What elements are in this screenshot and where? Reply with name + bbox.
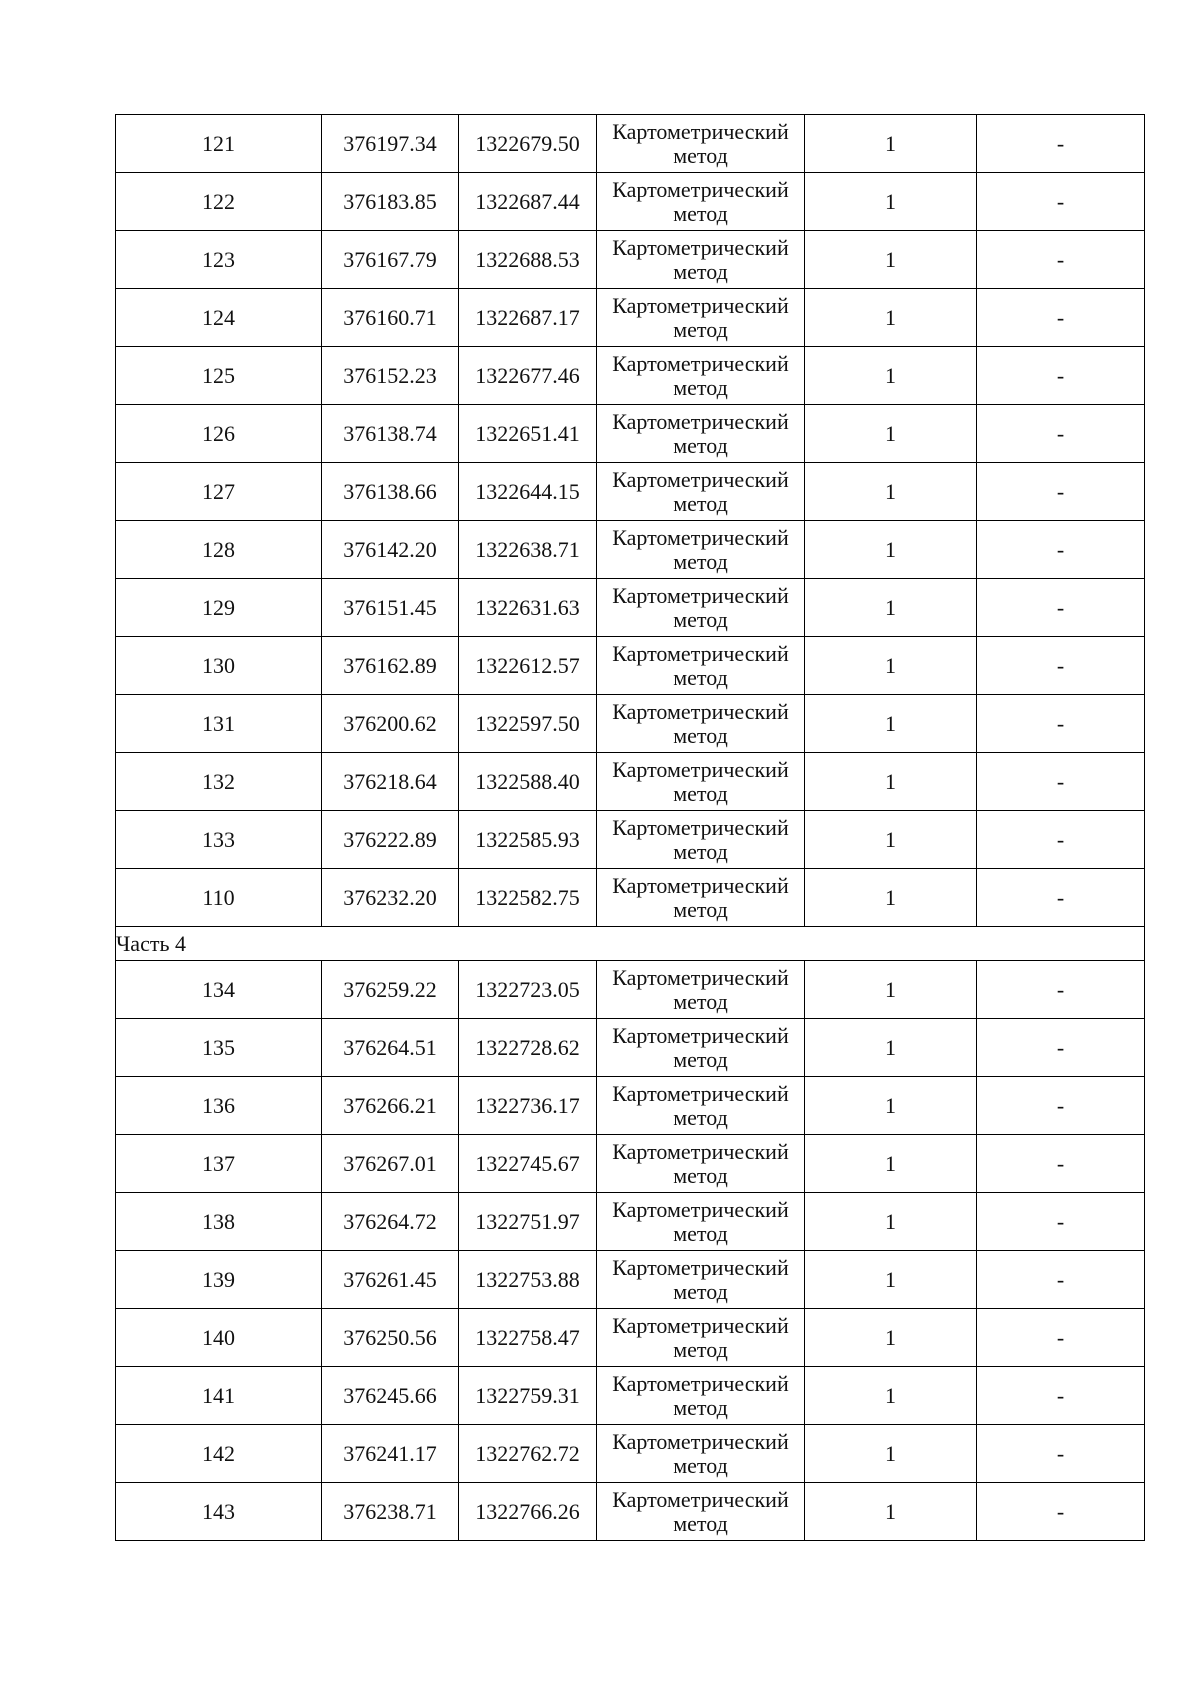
note-cell: - (977, 579, 1145, 637)
accuracy-cell: 1 (805, 1019, 977, 1077)
table-row (116, 1077, 1145, 1135)
table-row (116, 695, 1145, 753)
note-cell: - (977, 1019, 1145, 1077)
x-coordinate-cell: 376259.22 (322, 961, 459, 1019)
x-coordinate-cell: 376138.74 (322, 405, 459, 463)
y-coordinate-cell: 1322651.41 (459, 405, 597, 463)
point-number-cell: 139 (116, 1251, 322, 1309)
note-cell: - (977, 695, 1145, 753)
point-number-cell: 125 (116, 347, 322, 405)
note-cell: - (977, 115, 1145, 173)
table-row (116, 1425, 1145, 1483)
note-cell: - (977, 1077, 1145, 1135)
y-coordinate-cell: 1322728.62 (459, 1019, 597, 1077)
y-coordinate-cell: 1322745.67 (459, 1135, 597, 1193)
x-coordinate-cell: 376266.21 (322, 1077, 459, 1135)
x-coordinate-cell: 376160.71 (322, 289, 459, 347)
table-row (116, 1251, 1145, 1309)
note-cell: - (977, 1193, 1145, 1251)
point-number-cell: 131 (116, 695, 322, 753)
x-coordinate-cell: 376167.79 (322, 231, 459, 289)
table-row (116, 637, 1145, 695)
table-row (116, 173, 1145, 231)
accuracy-cell: 1 (805, 637, 977, 695)
y-coordinate-cell: 1322687.44 (459, 173, 597, 231)
point-number-cell: 137 (116, 1135, 322, 1193)
accuracy-cell: 1 (805, 1367, 977, 1425)
accuracy-cell: 1 (805, 521, 977, 579)
y-coordinate-cell: 1322677.46 (459, 347, 597, 405)
accuracy-cell: 1 (805, 811, 977, 869)
note-cell: - (977, 811, 1145, 869)
y-coordinate-cell: 1322582.75 (459, 869, 597, 927)
note-cell: - (977, 463, 1145, 521)
method-cell: Картометрический метод (597, 1367, 805, 1425)
table-row (116, 1309, 1145, 1367)
method-cell: Картометрический метод (597, 521, 805, 579)
table-row (116, 115, 1145, 173)
method-cell: Картометрический метод (597, 695, 805, 753)
method-cell: Картометрический метод (597, 579, 805, 637)
accuracy-cell: 1 (805, 1309, 977, 1367)
method-cell: Картометрический метод (597, 1077, 805, 1135)
accuracy-cell: 1 (805, 695, 977, 753)
table-row (116, 521, 1145, 579)
y-coordinate-cell: 1322638.71 (459, 521, 597, 579)
table-row (116, 347, 1145, 405)
method-cell: Картометрический метод (597, 811, 805, 869)
table-row (116, 1367, 1145, 1425)
x-coordinate-cell: 376152.23 (322, 347, 459, 405)
point-number-cell: 128 (116, 521, 322, 579)
note-cell: - (977, 961, 1145, 1019)
y-coordinate-cell: 1322688.53 (459, 231, 597, 289)
x-coordinate-cell: 376264.51 (322, 1019, 459, 1077)
note-cell: - (977, 1309, 1145, 1367)
section-title: Часть 4 (116, 927, 1145, 961)
note-cell: - (977, 869, 1145, 927)
point-number-cell: 143 (116, 1483, 322, 1541)
table-row (116, 405, 1145, 463)
table-row (116, 1193, 1145, 1251)
method-cell: Картометрический метод (597, 115, 805, 173)
x-coordinate-cell: 376200.62 (322, 695, 459, 753)
point-number-cell: 127 (116, 463, 322, 521)
note-cell: - (977, 521, 1145, 579)
note-cell: - (977, 753, 1145, 811)
x-coordinate-cell: 376232.20 (322, 869, 459, 927)
point-number-cell: 124 (116, 289, 322, 347)
point-number-cell: 135 (116, 1019, 322, 1077)
accuracy-cell: 1 (805, 1135, 977, 1193)
method-cell: Картометрический метод (597, 231, 805, 289)
method-cell: Картометрический метод (597, 463, 805, 521)
accuracy-cell: 1 (805, 115, 977, 173)
point-number-cell: 123 (116, 231, 322, 289)
method-cell: Картометрический метод (597, 869, 805, 927)
table-row (116, 869, 1145, 927)
table-row (116, 289, 1145, 347)
coordinates-table (115, 114, 1145, 1541)
method-cell: Картометрический метод (597, 1019, 805, 1077)
table-row (116, 231, 1145, 289)
note-cell: - (977, 405, 1145, 463)
accuracy-cell: 1 (805, 961, 977, 1019)
accuracy-cell: 1 (805, 753, 977, 811)
method-cell: Картометрический метод (597, 961, 805, 1019)
accuracy-cell: 1 (805, 347, 977, 405)
note-cell: - (977, 637, 1145, 695)
y-coordinate-cell: 1322597.50 (459, 695, 597, 753)
x-coordinate-cell: 376222.89 (322, 811, 459, 869)
y-coordinate-cell: 1322736.17 (459, 1077, 597, 1135)
table-row (116, 961, 1145, 1019)
note-cell: - (977, 173, 1145, 231)
accuracy-cell: 1 (805, 1425, 977, 1483)
x-coordinate-cell: 376245.66 (322, 1367, 459, 1425)
method-cell: Картометрический метод (597, 1309, 805, 1367)
y-coordinate-cell: 1322751.97 (459, 1193, 597, 1251)
note-cell: - (977, 347, 1145, 405)
point-number-cell: 133 (116, 811, 322, 869)
accuracy-cell: 1 (805, 1251, 977, 1309)
method-cell: Картометрический метод (597, 1193, 805, 1251)
y-coordinate-cell: 1322766.26 (459, 1483, 597, 1541)
x-coordinate-cell: 376197.34 (322, 115, 459, 173)
x-coordinate-cell: 376183.85 (322, 173, 459, 231)
method-cell: Картометрический метод (597, 1483, 805, 1541)
note-cell: - (977, 289, 1145, 347)
point-number-cell: 126 (116, 405, 322, 463)
accuracy-cell: 1 (805, 231, 977, 289)
method-cell: Картометрический метод (597, 289, 805, 347)
accuracy-cell: 1 (805, 869, 977, 927)
x-coordinate-cell: 376241.17 (322, 1425, 459, 1483)
method-cell: Картометрический метод (597, 173, 805, 231)
point-number-cell: 142 (116, 1425, 322, 1483)
point-number-cell: 138 (116, 1193, 322, 1251)
note-cell: - (977, 231, 1145, 289)
x-coordinate-cell: 376138.66 (322, 463, 459, 521)
y-coordinate-cell: 1322762.72 (459, 1425, 597, 1483)
x-coordinate-cell: 376142.20 (322, 521, 459, 579)
method-cell: Картометрический метод (597, 753, 805, 811)
accuracy-cell: 1 (805, 1077, 977, 1135)
method-cell: Картометрический метод (597, 347, 805, 405)
y-coordinate-cell: 1322612.57 (459, 637, 597, 695)
y-coordinate-cell: 1322679.50 (459, 115, 597, 173)
accuracy-cell: 1 (805, 463, 977, 521)
point-number-cell: 140 (116, 1309, 322, 1367)
table-row (116, 1483, 1145, 1541)
table-row (116, 1019, 1145, 1077)
x-coordinate-cell: 376151.45 (322, 579, 459, 637)
method-cell: Картометрический метод (597, 405, 805, 463)
coordinates-table-body (116, 115, 1145, 1541)
accuracy-cell: 1 (805, 289, 977, 347)
table-row (116, 579, 1145, 637)
y-coordinate-cell: 1322723.05 (459, 961, 597, 1019)
method-cell: Картометрический метод (597, 1251, 805, 1309)
point-number-cell: 141 (116, 1367, 322, 1425)
x-coordinate-cell: 376267.01 (322, 1135, 459, 1193)
point-number-cell: 122 (116, 173, 322, 231)
y-coordinate-cell: 1322759.31 (459, 1367, 597, 1425)
accuracy-cell: 1 (805, 579, 977, 637)
point-number-cell: 132 (116, 753, 322, 811)
x-coordinate-cell: 376218.64 (322, 753, 459, 811)
accuracy-cell: 1 (805, 173, 977, 231)
method-cell: Картометрический метод (597, 1135, 805, 1193)
point-number-cell: 136 (116, 1077, 322, 1135)
y-coordinate-cell: 1322644.15 (459, 463, 597, 521)
accuracy-cell: 1 (805, 405, 977, 463)
accuracy-cell: 1 (805, 1193, 977, 1251)
table-row (116, 753, 1145, 811)
y-coordinate-cell: 1322588.40 (459, 753, 597, 811)
section-header-row (116, 927, 1145, 961)
method-cell: Картометрический метод (597, 637, 805, 695)
table-row (116, 463, 1145, 521)
y-coordinate-cell: 1322631.63 (459, 579, 597, 637)
y-coordinate-cell: 1322753.88 (459, 1251, 597, 1309)
point-number-cell: 129 (116, 579, 322, 637)
x-coordinate-cell: 376264.72 (322, 1193, 459, 1251)
accuracy-cell: 1 (805, 1483, 977, 1541)
x-coordinate-cell: 376250.56 (322, 1309, 459, 1367)
table-row (116, 811, 1145, 869)
y-coordinate-cell: 1322585.93 (459, 811, 597, 869)
x-coordinate-cell: 376261.45 (322, 1251, 459, 1309)
note-cell: - (977, 1135, 1145, 1193)
point-number-cell: 110 (116, 869, 322, 927)
table-row (116, 1135, 1145, 1193)
method-cell: Картометрический метод (597, 1425, 805, 1483)
point-number-cell: 121 (116, 115, 322, 173)
y-coordinate-cell: 1322758.47 (459, 1309, 597, 1367)
note-cell: - (977, 1367, 1145, 1425)
note-cell: - (977, 1483, 1145, 1541)
x-coordinate-cell: 376238.71 (322, 1483, 459, 1541)
note-cell: - (977, 1251, 1145, 1309)
note-cell: - (977, 1425, 1145, 1483)
point-number-cell: 134 (116, 961, 322, 1019)
point-number-cell: 130 (116, 637, 322, 695)
x-coordinate-cell: 376162.89 (322, 637, 459, 695)
y-coordinate-cell: 1322687.17 (459, 289, 597, 347)
